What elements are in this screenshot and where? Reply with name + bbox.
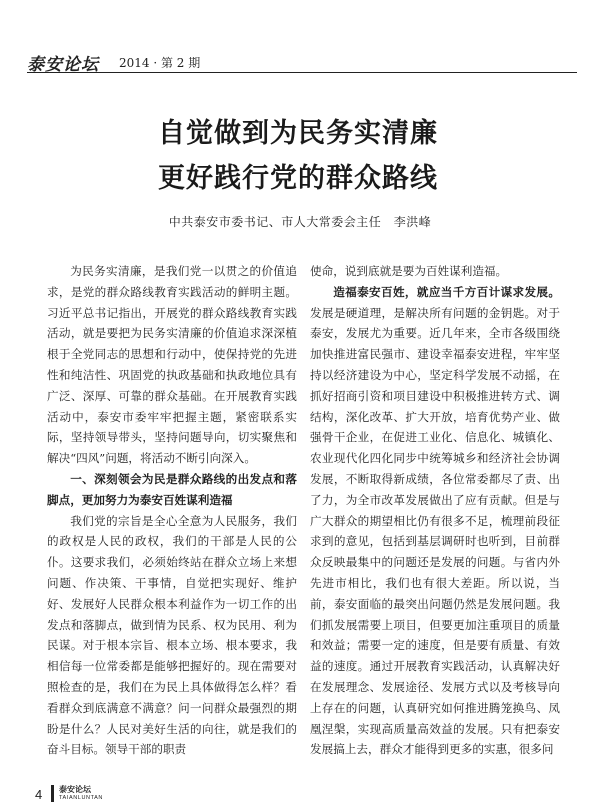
- footer-divider: [51, 785, 54, 802]
- left-column: [47, 261, 297, 760]
- section-heading-1: 一、深刻领会为民是群众路线的出发点和落脚点，更加努力为泰安百姓谋利造福: [47, 471, 297, 507]
- page-number: 4: [35, 787, 43, 802]
- continued-paragraph: 使命，说到底就是要为百姓谋利造福。: [310, 264, 508, 278]
- intro-paragraph: 为民务实清廉，是我们党一以贯之的价值追求，是党的群众路线教育实践活动的鲜明主题。习近平总书记指出，开展党的群众路线教育实践活动，就是要把为民务实清廉的价值追求深深植根于全党同志的思想和行动中，使保持党的先进性和纯洁性、巩固党的执政基础和执政地位具有广泛、深厚、可靠的群众基础。在开展教育实践活动中，泰安市委牢牢把握主题，紧密联系实际，坚持领导带头，坚持问题导向，切实聚焦和解决“四风”问题，将活动不断引向深入。: [47, 264, 297, 466]
- right-column: [310, 261, 560, 760]
- journal-header: [27, 50, 577, 73]
- footer-journal-pinyin: TAIANLUNTAN: [59, 795, 103, 801]
- body-paragraph-2: [310, 282, 560, 760]
- body-paragraph: 我们党的宗旨是全心全意为人民服务，我们的政权是人民的政权，我们的干部是人民的公仆。这要求我们，必须始终站在群众立场上来想问题、作决策、干事情，自觉把实现好、维护好、发展好人民群众根本利益作为一切工作的出发点和落脚点，做到情为民系、权为民用、利为民谋。对于根本宗旨、根本立场、根本要求，我相信每一位常委都是能够把握好的。现在需要对照检查的是，我们在为民上具体做得怎么样？看看群众到底满意不满意？问一问群众最强烈的期盼是什么？人民对美好生活的向往，就是我们的奋斗目标。领导干部的职责: [47, 513, 297, 757]
- footer-journal-name: 泰安论坛: [59, 785, 91, 794]
- lead-sentence: 造福泰安百姓，就应当千方百计谋求发展。: [333, 284, 560, 299]
- journal-brand: 泰安论坛: [27, 55, 99, 75]
- page-footer: [27, 781, 577, 805]
- body-text: 发展是硬道理，是解决所有问题的金钥匙。对于泰安，发展尤为重要。近几年来，全市各级围绕加快推进富民强市、建设幸福泰安进程，牢牢坚持以经济建设为中心，坚定科学发展不动摇，在抓好招商引资和项目建设中积极推进转方式、调结构，深化改革、扩大开放，培育优势产业、做强骨干企业，在促进工业化、信息化、城镇化、农业现代化四化同步中统筹城乡和经济社会协调发展，不断取得新成绩，各位常委都尽了责、出了力，为全市改革发展做出了应有贡献。但是与广大群众的期望相比仍有很多不足，梳理前段征求到的意见，包括到基层调研时也听到，目前群众反映最集中的问题还是发展的问题。与省内外先进市相比，我们也有很大差距。所以说，当前，泰安面临的最突出问题仍然是发展问题。我们抓发展需要上项目，但要更加注重项目的质量和效益；需要一定的速度，但是要有质量、有效益的速度。通过开展教育实践活动，认真解决好在发展理念、发展途径、发展方式以及考核导向上存在的问题，认真研究如何推进腾笼换鸟、凤凰涅槃，实现高质量高效益的发展。只有把泰安发展搞上去，群众才能得到更多的实惠，很多问: [310, 305, 560, 757]
- article-author: 中共泰安市委书记、市人大常委会主任 李洪峰: [168, 215, 432, 229]
- article-title-line-2: 更好践行党的群众路线: [158, 163, 438, 194]
- article-title-line-1: 自觉做到为民务实清廉: [158, 118, 438, 149]
- issue-info: 2014 · 第 2 期: [119, 56, 201, 70]
